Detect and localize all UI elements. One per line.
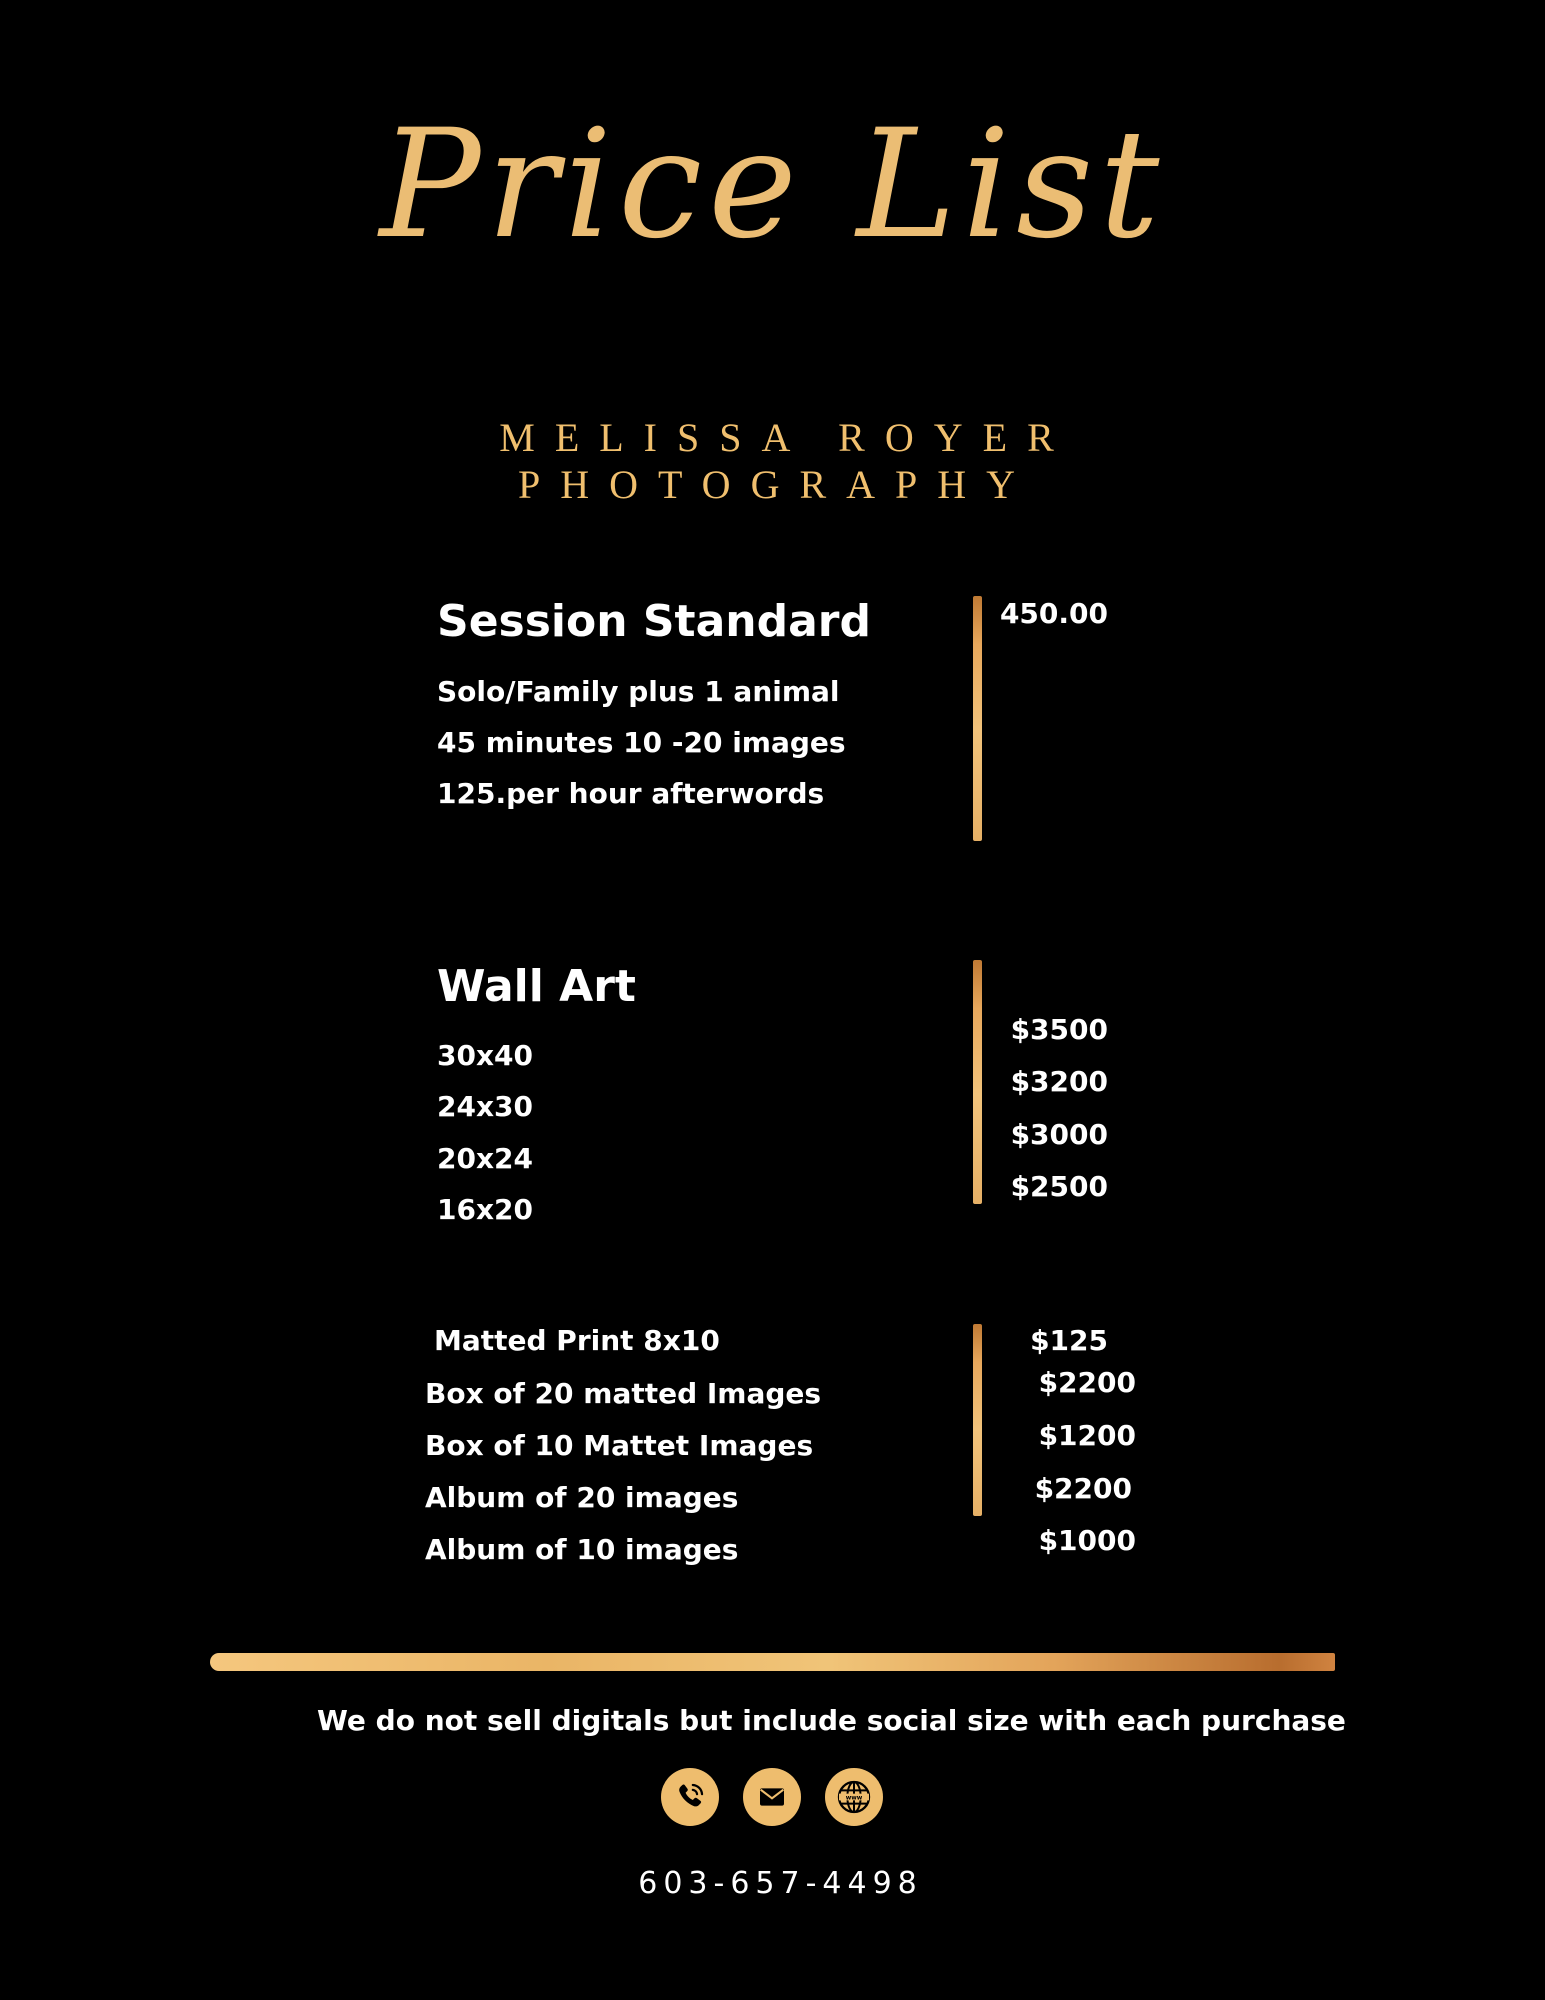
- wall-art-price: $3500: [1010, 1013, 1108, 1046]
- wall-art-heading: Wall Art: [437, 961, 636, 1012]
- print-item: Box of 20 matted Images: [425, 1377, 822, 1410]
- wall-art-size: 30x40: [437, 1039, 533, 1072]
- globe-icon[interactable]: [825, 1768, 883, 1826]
- svg-text:www: www: [845, 1794, 863, 1802]
- session-heading: Session Standard: [437, 596, 871, 647]
- session-detail: Solo/Family plus 1 animal: [437, 675, 840, 708]
- print-price: $2200: [1038, 1366, 1136, 1399]
- wall-art-size: 24x30: [437, 1090, 533, 1123]
- print-price: $1200: [1038, 1419, 1136, 1452]
- print-item: Album of 10 images: [425, 1533, 739, 1566]
- session-price: 450.00: [999, 597, 1108, 630]
- print-price: $125: [1030, 1324, 1108, 1357]
- wall-art-price: $2500: [1010, 1170, 1108, 1203]
- wall-art-price: $3000: [1010, 1118, 1108, 1151]
- print-price: $2200: [1034, 1472, 1132, 1505]
- session-detail: 125.per hour afterwords: [437, 777, 825, 810]
- wall-art-price: $3200: [1010, 1065, 1108, 1098]
- print-item: Box of 10 Mattet Images: [425, 1429, 814, 1462]
- phone-icon[interactable]: [661, 1768, 719, 1826]
- globe-glyph: [834, 1777, 874, 1817]
- session-detail: 45 minutes 10 -20 images: [437, 726, 846, 759]
- page-title: Price List: [379, 98, 1166, 272]
- print-item: Matted Print 8x10: [434, 1324, 720, 1357]
- print-price: $1000: [1038, 1524, 1136, 1557]
- wall-art-size: 16x20: [437, 1193, 533, 1226]
- mail-icon[interactable]: [743, 1768, 801, 1826]
- gold-divider: [210, 1653, 1335, 1671]
- phone-number[interactable]: 603-657-4498: [638, 1866, 923, 1901]
- footer-note: We do not sell digitals but include social size with each purchase: [317, 1704, 1346, 1737]
- wall-art-size: 20x24: [437, 1142, 533, 1175]
- brand-name: MELISSA ROYER: [499, 415, 1074, 460]
- session-divider-bar: [973, 596, 982, 841]
- brand-subtitle: PHOTOGRAPHY: [517, 462, 1036, 507]
- print-item: Album of 20 images: [425, 1481, 739, 1514]
- phone-glyph: [673, 1780, 707, 1814]
- mail-glyph: [756, 1781, 788, 1813]
